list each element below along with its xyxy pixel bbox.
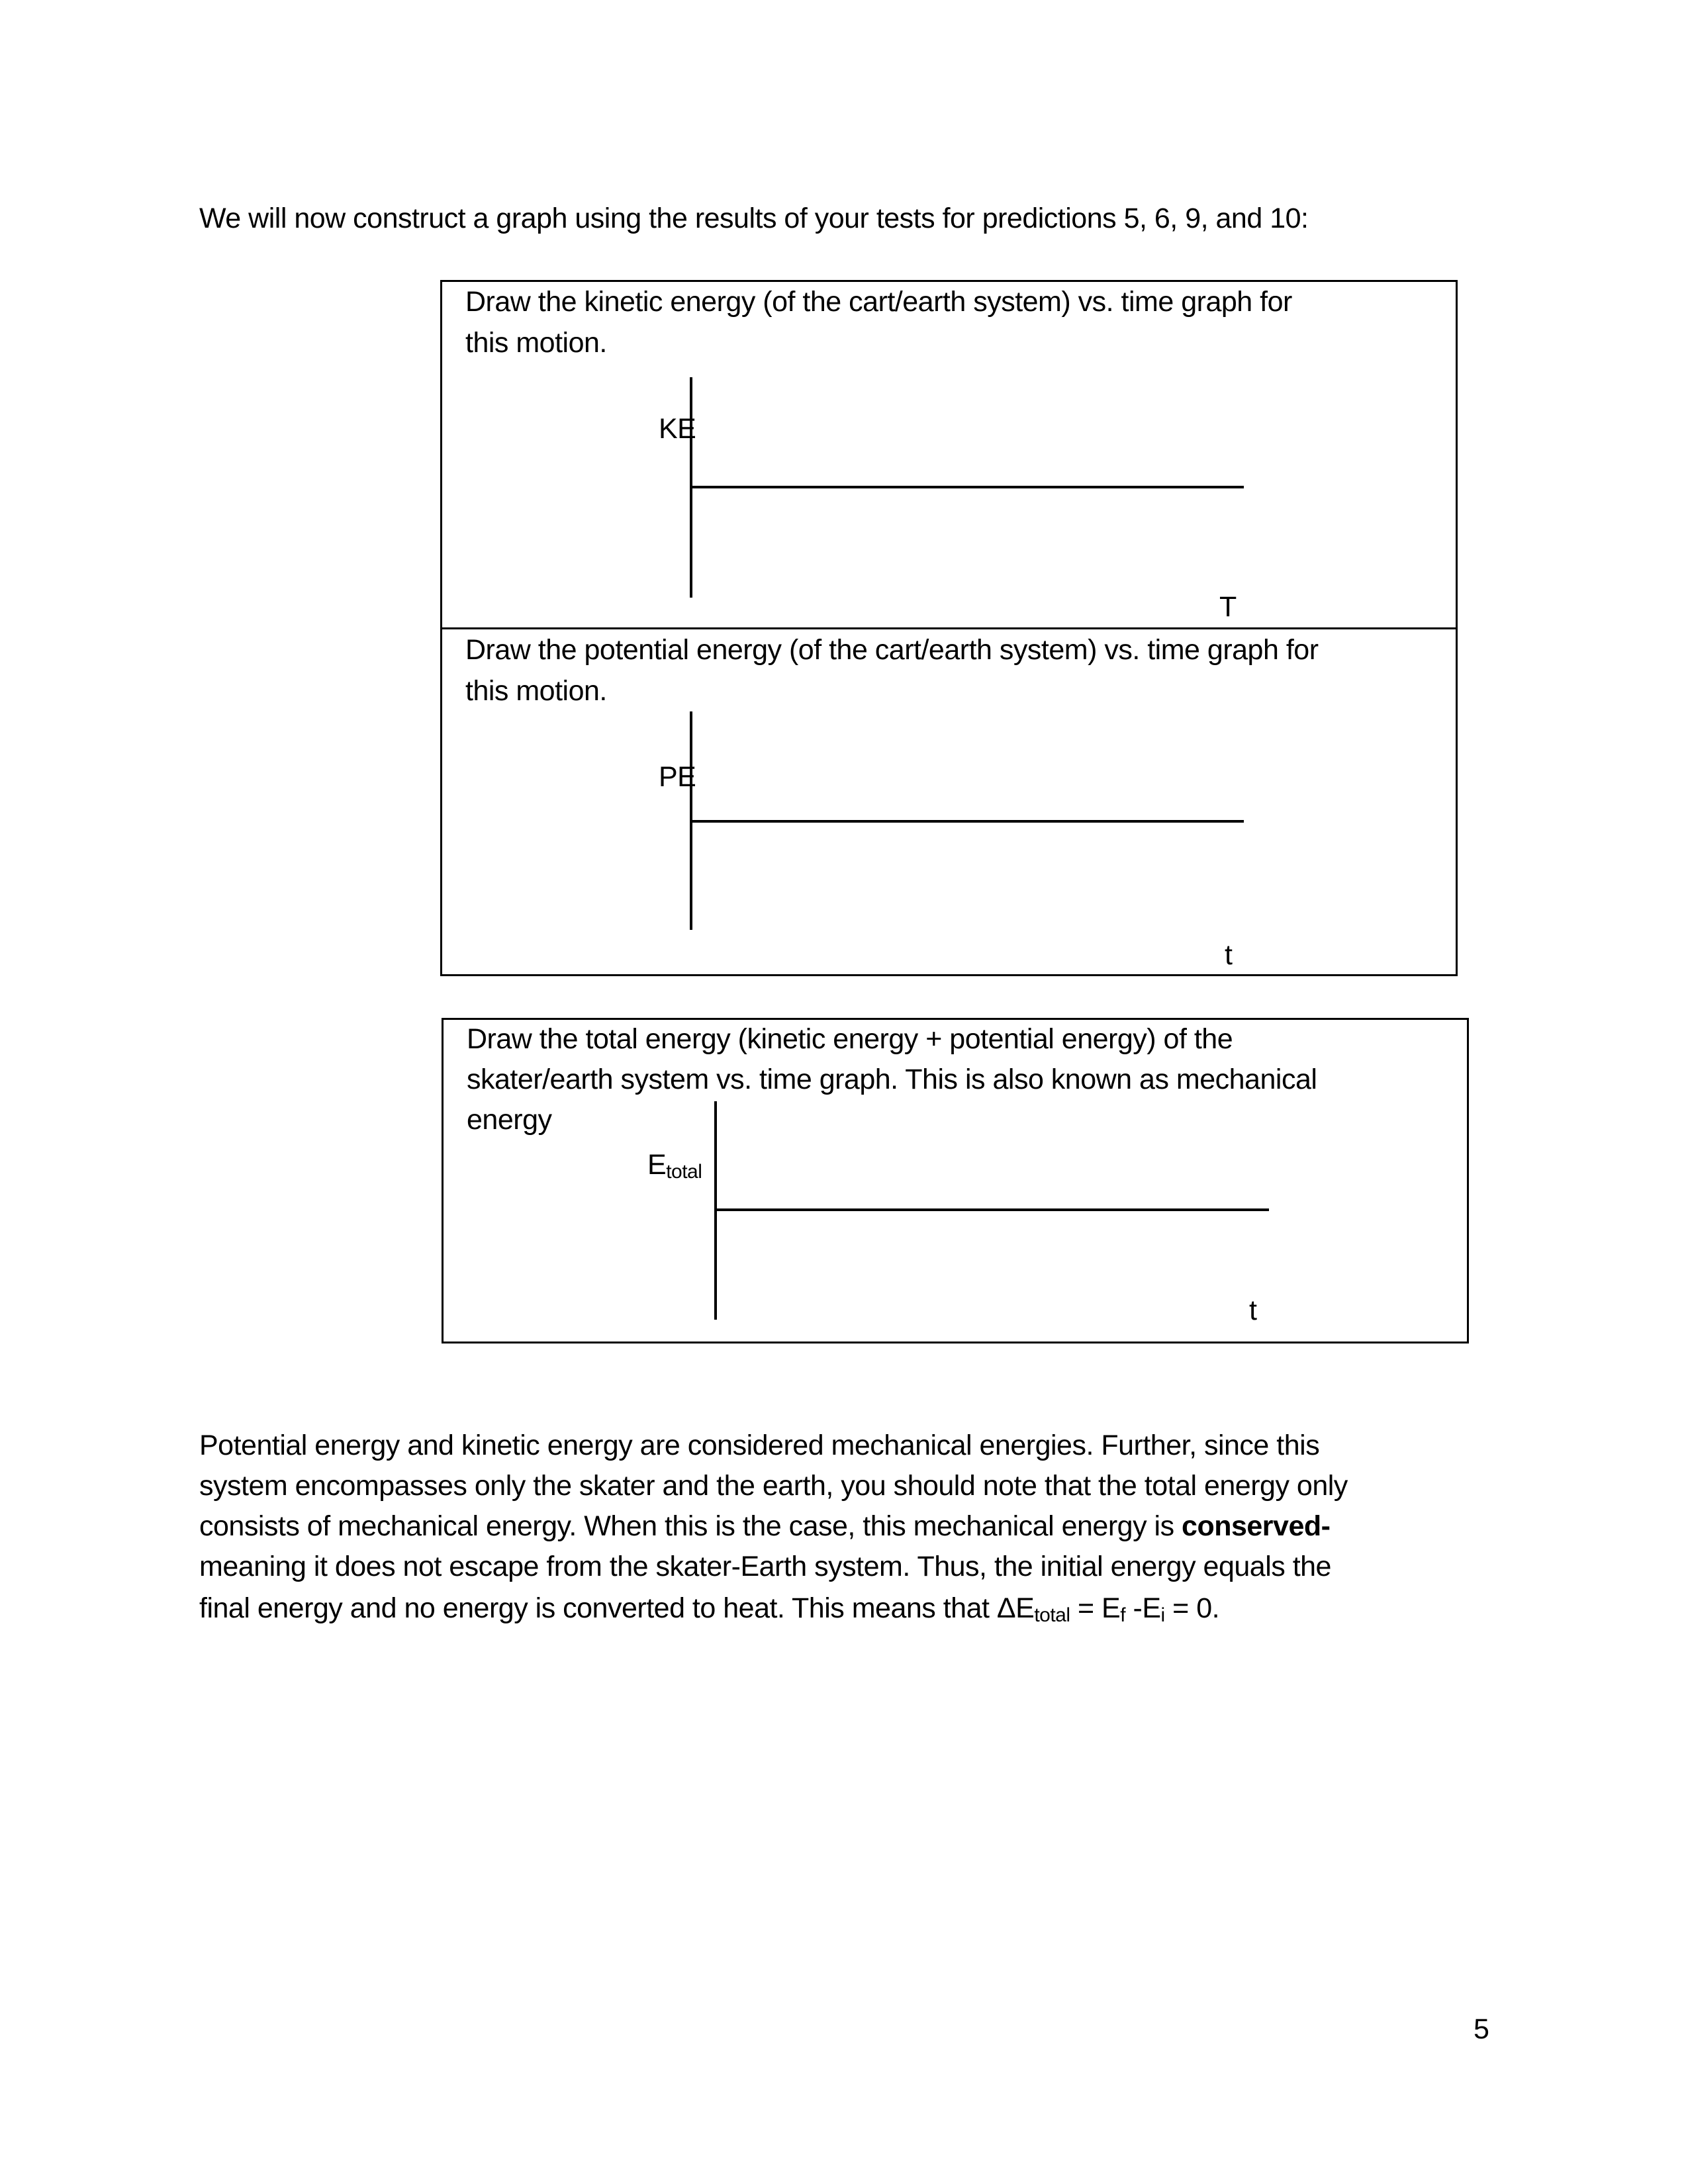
- pe-axis-label: PE: [659, 761, 696, 793]
- ke-time-label: T: [1219, 591, 1237, 623]
- paragraph-line-3-text: consists of mechanical energy. When this is the case, this mechanical energy is: [199, 1510, 1182, 1542]
- etotal-label-sub: total: [666, 1161, 702, 1183]
- paragraph-line-2: system encompasses only the skater and the earth, you should note that the total energy only: [199, 1470, 1348, 1502]
- total-prompt-line-3: energy: [467, 1104, 552, 1136]
- etotal-time-label: t: [1249, 1295, 1257, 1326]
- eq-part-c: -E: [1125, 1592, 1161, 1624]
- ke-x-axis: [690, 486, 1244, 488]
- kinetic-prompt-line-1: Draw the kinetic energy (of the cart/earth system) vs. time graph for: [465, 286, 1292, 318]
- paragraph-line-3: [199, 1509, 1330, 1543]
- intro-text: We will now construct a graph using the results of your tests for predictions 5, 6, 9, and 10:: [199, 203, 1309, 234]
- potential-prompt-line-1: Draw the potential energy (of the cart/earth system) vs. time graph for: [465, 634, 1319, 666]
- eq-sub-f: f: [1120, 1604, 1126, 1626]
- paragraph-line-5: [199, 1591, 1219, 1633]
- etotal-axis-label: [647, 1148, 702, 1189]
- eq-sub-i: i: [1160, 1604, 1165, 1626]
- pe-time-label: t: [1225, 939, 1233, 971]
- total-prompt-line-1: Draw the total energy (kinetic energy + potential energy) of the: [467, 1023, 1233, 1055]
- potential-prompt-line-2: this motion.: [465, 675, 607, 707]
- eq-part-a: final energy and no energy is converted to heat. This means that ΔE: [199, 1592, 1035, 1624]
- kinetic-prompt-line-2: this motion.: [465, 327, 607, 359]
- page-number: 5: [1474, 2013, 1489, 2045]
- etotal-x-axis: [714, 1208, 1269, 1211]
- eq-part-d: = 0.: [1164, 1592, 1220, 1624]
- conserved-bold-term: conserved-: [1182, 1510, 1331, 1542]
- paragraph-line-1: Potential energy and kinetic energy are considered mechanical energies. Further, since this: [199, 1430, 1320, 1461]
- paragraph-line-4: meaning it does not escape from the skater-Earth system. Thus, the initial energy equals the: [199, 1551, 1331, 1582]
- total-prompt-line-2: skater/earth system vs. time graph. This is also known as mechanical: [467, 1064, 1317, 1095]
- eq-sub-total: total: [1034, 1604, 1070, 1626]
- ke-axis-label: KE: [659, 413, 696, 445]
- etotal-label-main: E: [647, 1149, 667, 1181]
- pe-x-axis: [690, 820, 1244, 823]
- eq-part-b: = E: [1070, 1592, 1121, 1624]
